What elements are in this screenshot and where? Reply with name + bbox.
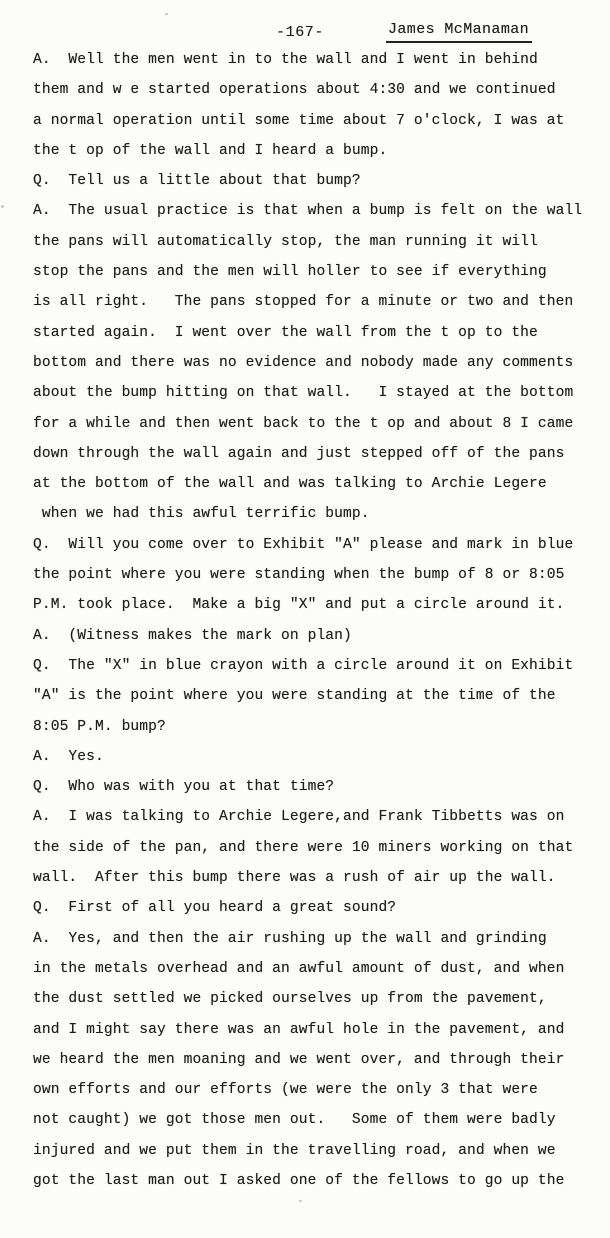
transcript-line: A. Yes. <box>33 748 104 765</box>
transcript-line: stop the pans and the men will holler to see if everything <box>33 264 547 281</box>
transcript-line: the point where you were standing when the bump of 8 or 8:05 <box>33 567 565 584</box>
transcript-line: we heard the men moaning and we went over, and through their <box>33 1051 565 1068</box>
transcript-line: "A" is the point where you were standing at the time of the <box>33 688 556 705</box>
transcript-line: them and w e started operations about 4:30 and we continued <box>33 82 556 99</box>
transcript-line: for a while and then went back to the t op and about 8 I came <box>33 415 574 432</box>
scan-speck <box>165 13 168 15</box>
transcript-line: 8:05 P.M. bump? <box>33 718 166 735</box>
scan-speck <box>1 205 4 208</box>
transcript-line: got the last man out I asked one of the fellows to go up the <box>33 1172 565 1189</box>
transcript-line: own efforts and our efforts (we were the only 3 that were <box>33 1082 538 1099</box>
transcript-line: Q. First of all you heard a great sound? <box>33 900 397 917</box>
transcript-line: started again. I went over the wall from the t op to the <box>33 324 538 341</box>
transcript-line: the t op of the wall and I heard a bump. <box>33 142 388 159</box>
transcript-line: P.M. took place. Make a big "X" and put a circle around it. <box>33 597 565 614</box>
transcript-line: Q. Who was with you at that time? <box>33 779 335 796</box>
scan-speck <box>430 305 432 307</box>
transcript-line: at the bottom of the wall and was talking to Archie Legere <box>33 476 547 493</box>
transcript-line: wall. After this bump there was a rush of air up the wall. <box>33 870 556 887</box>
transcript-line: down through the wall again and just stepped off of the pans <box>33 445 565 462</box>
transcript-line: and I might say there was an awful hole in the pavement, and <box>33 1021 565 1038</box>
transcript-line: Q. The "X" in blue crayon with a circle around it on Exhibit <box>33 657 574 674</box>
transcript-line: Q. Will you come over to Exhibit "A" please and mark in blue <box>33 536 574 553</box>
transcript-line: A. I was talking to Archie Legere,and Frank Tibbetts was on <box>33 809 565 826</box>
witness-name: James McManaman <box>386 21 532 43</box>
transcript-line: A. (Witness makes the mark on plan) <box>33 627 352 644</box>
transcript-line: a normal operation until some time about 7 o'clock, I was at <box>33 112 565 129</box>
transcript-line: the pans will automatically stop, the man running it will <box>33 233 538 250</box>
scan-speck <box>299 1200 302 1202</box>
transcript-body <box>33 45 599 1196</box>
transcript-line: the side of the pan, and there were 10 miners working on that <box>33 839 574 856</box>
transcript-line: the dust settled we picked ourselves up from the pavement, <box>33 991 547 1008</box>
transcript-line: about the bump hitting on that wall. I stayed at the bottom <box>33 385 574 402</box>
transcript-line: A. The usual practice is that when a bump is felt on the wall <box>33 203 583 220</box>
transcript-line: not caught) we got those men out. Some of them were badly <box>33 1112 556 1129</box>
transcript-line: A. Well the men went in to the wall and I went in behind <box>33 52 538 68</box>
transcript-line: A. Yes, and then the air rushing up the wall and grinding <box>33 930 547 947</box>
page-number: -167- <box>276 24 325 41</box>
transcript-line: when we had this awful terrific bump. <box>33 506 370 523</box>
transcript-line: injured and we put them in the travelling road, and when we <box>33 1142 556 1159</box>
transcript-line: bottom and there was no evidence and nobody made any comments <box>33 354 574 371</box>
transcript-line: in the metals overhead and an awful amount of dust, and when <box>33 960 565 977</box>
transcript-line: Q. Tell us a little about that bump? <box>33 173 361 190</box>
transcript-line: is all right. The pans stopped for a minute or two and then <box>33 294 574 311</box>
